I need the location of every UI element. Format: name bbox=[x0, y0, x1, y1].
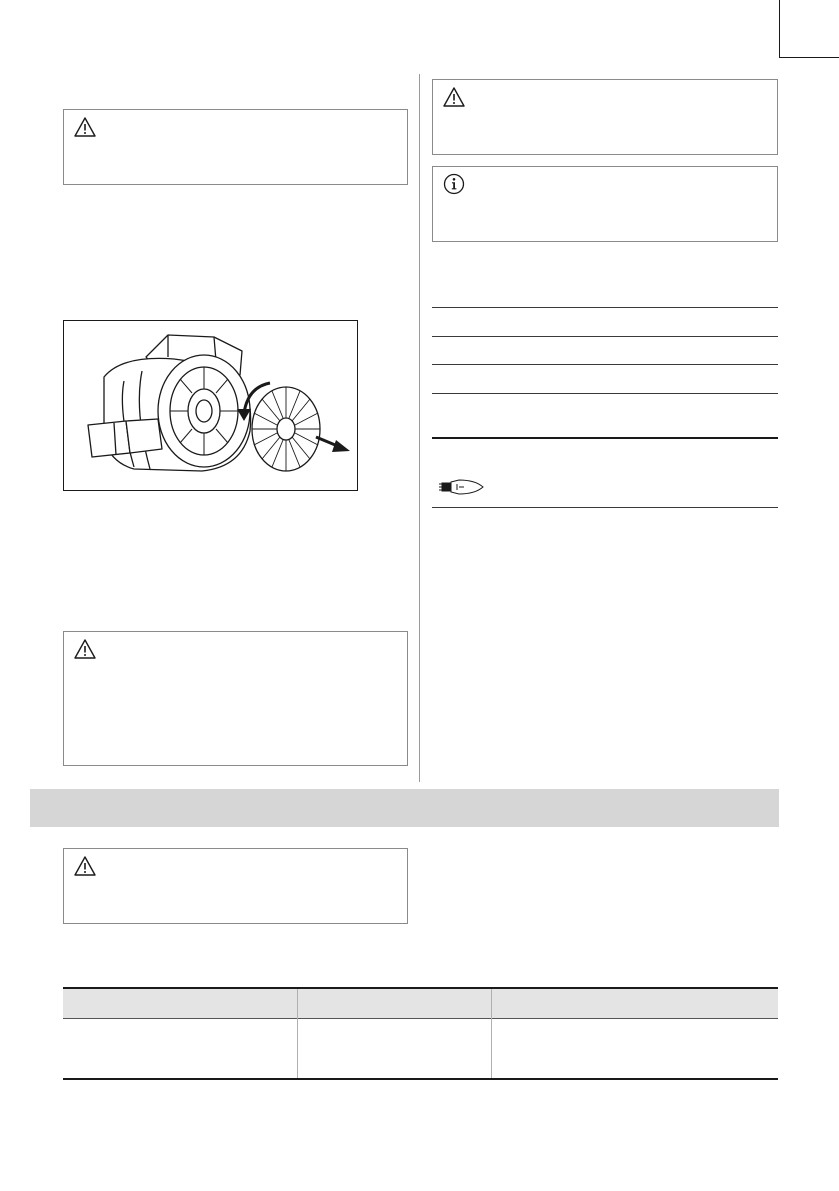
warning-triangle-icon bbox=[74, 116, 96, 138]
info-circle-icon bbox=[443, 173, 465, 195]
table-column-divider bbox=[297, 989, 298, 1079]
table-header-rule bbox=[63, 1018, 778, 1019]
spec-table-rule bbox=[432, 437, 778, 439]
spec-table-rule bbox=[432, 393, 778, 394]
spec-table-rule bbox=[432, 336, 778, 337]
info-box bbox=[432, 166, 778, 242]
cut-mark-top-right-horizontal bbox=[779, 57, 839, 58]
spec-table-rule bbox=[432, 307, 778, 308]
spec-table-rule bbox=[432, 364, 778, 365]
table-header-row bbox=[63, 989, 778, 1018]
candle-bulb-icon bbox=[437, 478, 485, 496]
warning-triangle-icon bbox=[443, 86, 465, 108]
spec-table-rule bbox=[432, 507, 778, 508]
pull-out-arrow-icon bbox=[316, 437, 350, 452]
filter-removal-illustration bbox=[63, 320, 358, 491]
warning-box bbox=[63, 848, 408, 924]
warning-box bbox=[63, 631, 408, 766]
table-column-divider bbox=[491, 989, 492, 1079]
warning-box bbox=[63, 109, 408, 185]
table-bottom-rule bbox=[63, 1078, 778, 1080]
warning-box bbox=[432, 79, 778, 155]
cut-mark-top-right-vertical bbox=[779, 0, 780, 58]
column-divider bbox=[419, 74, 420, 782]
section-header-band bbox=[30, 789, 779, 827]
hood-motor-drawing bbox=[64, 321, 357, 490]
warning-triangle-icon bbox=[74, 855, 96, 877]
warning-triangle-icon bbox=[74, 638, 96, 660]
